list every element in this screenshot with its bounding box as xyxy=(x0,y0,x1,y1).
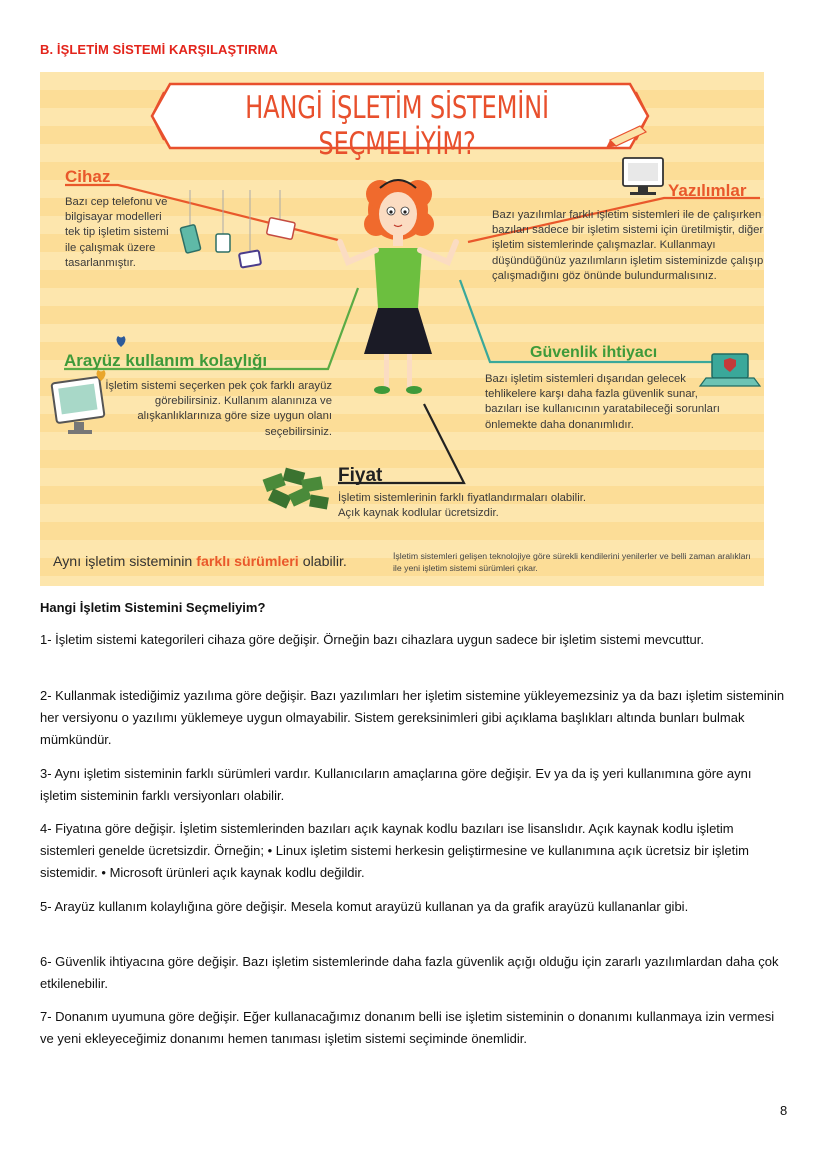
versions-caption-highlight: farklı sürümleri xyxy=(196,554,299,570)
girl-illustration xyxy=(340,180,456,394)
paragraph-3: 3- Aynı işletim sisteminin farklı sürümleri vardır. Kullanıcıların amaçlarına göre değişir. Ev ya da iş yeri kullanımına göre aynı işletim sisteminin farklı versiyonları olabilir. xyxy=(40,766,752,803)
paragraph-4: 4- Fiyatına göre değişir. İşletim sistemlerinden bazıları açık kaynak kodlu bazıları ise lisanslıdır. Açık kaynak kodlu işletim sistemleri genelde ücretsizdir. Örneğin; • Linux işletim sistemi herkesin geliştirmesine ve kullanımına açık ücretsiz bir işletim sistemidir. • Microsoft ürünleri açık kaynak kodlu değildir. xyxy=(40,821,749,880)
paragraph-5: 5- Arayüz kullanım kolaylığına göre değişir. Mesela komut arayüzü kullanan ya da grafik arayüzü kullananlar gibi. xyxy=(40,899,689,914)
yazilimlar-text: Bazı yazılımlar farklı işletim sistemleri ile de çalışırken bazıları sadece bir işletim sistemi için üretilmiştir, diğer işletim sistemlerinde çalışmazlar. Kullanmayı düşündüğünüz yazılımların işletim sisteminizde çalışıp çalışmadığını göz önünde bulundurmalısınız. xyxy=(492,209,764,282)
paragraph-7: 7- Donanım uyumuna göre değişir. Eğer kullanacağımız donanım belli ise işletim sisteminin o donanımı kullanmaya izin vermesi ve yeni ekleyeceğimiz donanımı hemen tanıması işletim sistemi seçiminde önemlidir. xyxy=(40,1009,775,1046)
guvenlik-label: Güvenlik ihtiyacı xyxy=(530,344,658,361)
paragraph-2: 2- Kullanmak istediğimiz yazılıma göre değişir. Bazı yazılımları her işletim sistemine yükleyemezsiniz ya da bazı işletim sisteminin her versiyonu o yazılımı yüklemeye uygun olmayabilir. Sistem gereksinimleri gibi açıklama başlıkları altında bunları bulmak mümkündür. xyxy=(40,688,785,747)
monitor-icon xyxy=(623,158,663,195)
versions-caption xyxy=(53,554,347,570)
guvenlik-text: Bazı işletim sistemleri dışarıdan gelecek tehlikelere karşı daha fazla güvenlik sunar, bazıları ise kullanıcının yaratabileceği sorunları önlemekte daha donanımlıdır. xyxy=(485,373,720,431)
banner-title: HANGİ İŞLETİM SİSTEMİNİ SEÇMELİYİM? xyxy=(245,90,549,162)
section-heading: B. İŞLETİM SİSTEMİ KARŞILAŞTIRMA xyxy=(40,42,278,57)
fiyat-label: Fiyat xyxy=(338,465,383,486)
content-title: Hangi İşletim Sistemini Seçmeliyim? xyxy=(40,600,266,615)
arayuz-text: İşletim sistemi seçerken pek çok farklı arayüz görebilirsiniz. Kullanım alanınıza ve alışkanlıklarınıza göre size uygun olanı seçebilirsiniz. xyxy=(105,380,332,438)
infographic xyxy=(40,72,764,586)
paragraph-6: 6- Güvenlik ihtiyacına göre değişir. Bazı işletim sistemlerinde daha fazla güvenlik açığı olduğu için zararlı yazılımlardan daha çok etkilenebilir. xyxy=(40,954,779,991)
cihaz-label: Cihaz xyxy=(65,167,111,186)
money-icon xyxy=(263,468,329,510)
versions-caption-suffix: olabilir. xyxy=(298,554,347,570)
fiyat-text: İşletim sistemlerinin farklı fiyatlandırmaları olabilir. Açık kaynak kodlular ücretsizdir. xyxy=(338,492,586,520)
page-number: 8 xyxy=(780,1103,788,1118)
hanging-devices-icon xyxy=(180,190,295,268)
versions-note: İşletim sistemleri gelişen teknolojiye göre sürekli kendilerini yenilerler ve belli zaman aralıkları ile yeni işletim sistemi sürümleri çıkar. xyxy=(393,551,751,573)
yazilimlar-label: Yazılımlar xyxy=(668,181,747,200)
cihaz-text: Bazı cep telefonu ve bilgisayar modelleri tek tip işletim sistemi ile çalışmak üzere tasarlanmıştır. xyxy=(65,196,169,269)
paragraph-1: 1- İşletim sistemi kategorileri cihaza göre değişir. Örneğin bazı cihazlara uygun sadece bir işletim sistemi mevcuttur. xyxy=(40,632,704,647)
arayuz-label: Arayüz kullanım kolaylığı xyxy=(64,351,268,370)
versions-caption-prefix: Aynı işletim sisteminin xyxy=(53,554,197,570)
